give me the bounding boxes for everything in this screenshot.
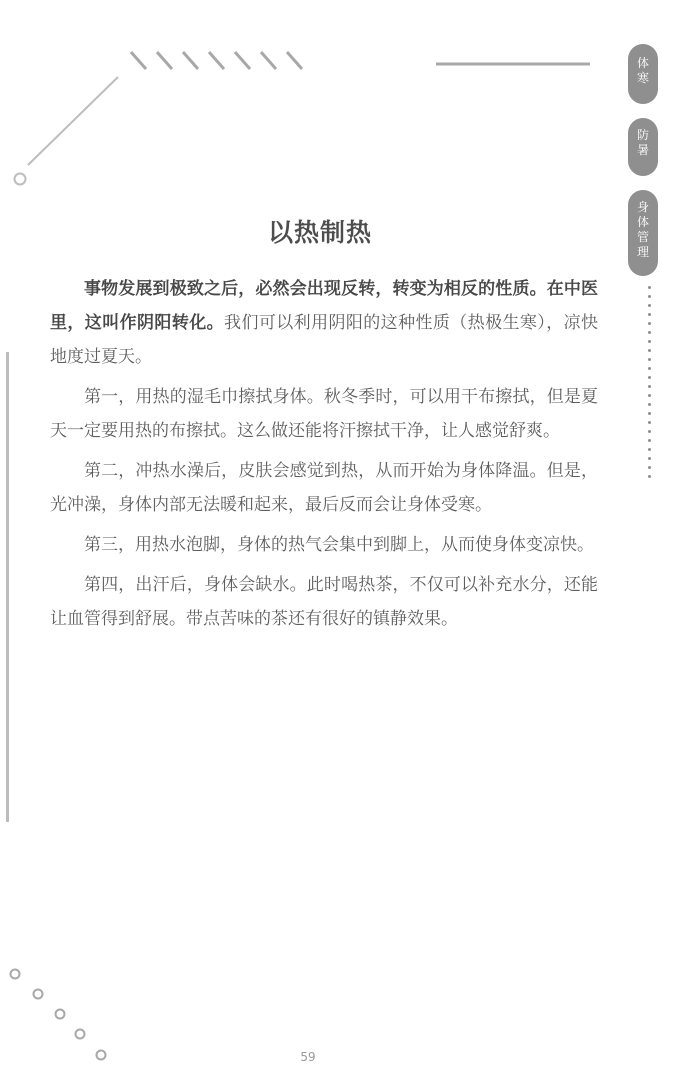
chapter-tab-label: 身体管理 <box>636 200 649 259</box>
dot-marker <box>648 403 651 406</box>
dot-marker <box>648 439 651 442</box>
paragraph-fourth-method: 第四，出汗后，身体会缺水。此时喝热茶，不仅可以补充水分，还能让血管得到舒展。带点苦味的茶还有很好的镇静效果。 <box>50 575 598 629</box>
article-body <box>50 272 598 642</box>
dot-marker <box>648 322 651 325</box>
paragraph-third-method: 第三，用热水泡脚，身体的热气会集中到脚上，从而使身体变凉快。 <box>84 535 594 555</box>
dot-marker <box>648 331 651 334</box>
dotted-marker-column <box>648 286 652 482</box>
dot-marker <box>648 313 651 316</box>
chapter-tab-label: 体寒 <box>636 56 649 85</box>
slash-mark <box>287 52 302 69</box>
small-circle-ornament <box>76 1030 85 1039</box>
slash-mark <box>183 52 198 69</box>
dot-marker <box>648 421 651 424</box>
dot-marker <box>648 457 651 460</box>
slash-mark <box>261 52 276 69</box>
small-circle-ornament <box>56 1010 65 1019</box>
dot-marker <box>648 340 651 343</box>
chapter-tab-heatstroke[interactable] <box>628 118 658 176</box>
paragraph-first-method: 第一，用热的湿毛巾擦拭身体。秋冬季时，可以用干布擦拭，但是夏天一定要用热的布擦拭。这么做还能将汗擦拭干净，让人感觉舒爽。 <box>50 387 598 441</box>
dot-marker <box>648 466 651 469</box>
dot-marker <box>648 295 651 298</box>
diagonal-line <box>28 77 118 165</box>
dot-marker <box>648 349 651 352</box>
slash-mark <box>209 52 224 69</box>
article-title: 以热制热 <box>267 217 372 247</box>
dot-marker <box>648 376 651 379</box>
small-circle-ornament <box>15 174 26 185</box>
dot-marker <box>648 304 651 307</box>
top-left-decoration <box>15 52 591 185</box>
page-number: 59 <box>300 1050 316 1064</box>
dot-marker <box>648 358 651 361</box>
chapter-tab-cold-body[interactable] <box>628 44 658 104</box>
paragraph-intro <box>50 272 598 374</box>
slash-mark <box>235 52 250 69</box>
chapter-tabs <box>628 44 664 290</box>
dot-marker <box>648 394 651 397</box>
dot-marker <box>648 412 651 415</box>
dot-marker <box>648 385 651 388</box>
chapter-tab-label: 防暑 <box>636 128 649 157</box>
intro-bold-text: 事物发展到极致之后，必然会出现反转，转变为相反的性质。在中医里，这叫作阴阳转化。 <box>50 279 598 333</box>
slash-mark <box>157 52 172 69</box>
left-margin-rule <box>6 352 9 822</box>
small-circle-ornament <box>34 990 43 999</box>
small-circle-ornament <box>11 970 20 979</box>
intro-normal-text: 我们可以利用阴阳的这种性质（热极生寒），凉快地度过夏天。 <box>50 313 599 367</box>
dot-marker <box>648 475 651 478</box>
slash-mark <box>131 52 146 69</box>
dot-marker <box>648 367 651 370</box>
dot-marker <box>648 448 651 451</box>
paragraph-second-method: 第二，冲热水澡后，皮肤会感觉到热，从而开始为身体降温。但是，光冲澡，身体内部无法暖和起来，最后反而会让身体受寒。 <box>50 461 598 515</box>
dot-marker <box>648 430 651 433</box>
dot-marker <box>648 286 651 289</box>
bottom-left-circles <box>11 970 106 1060</box>
